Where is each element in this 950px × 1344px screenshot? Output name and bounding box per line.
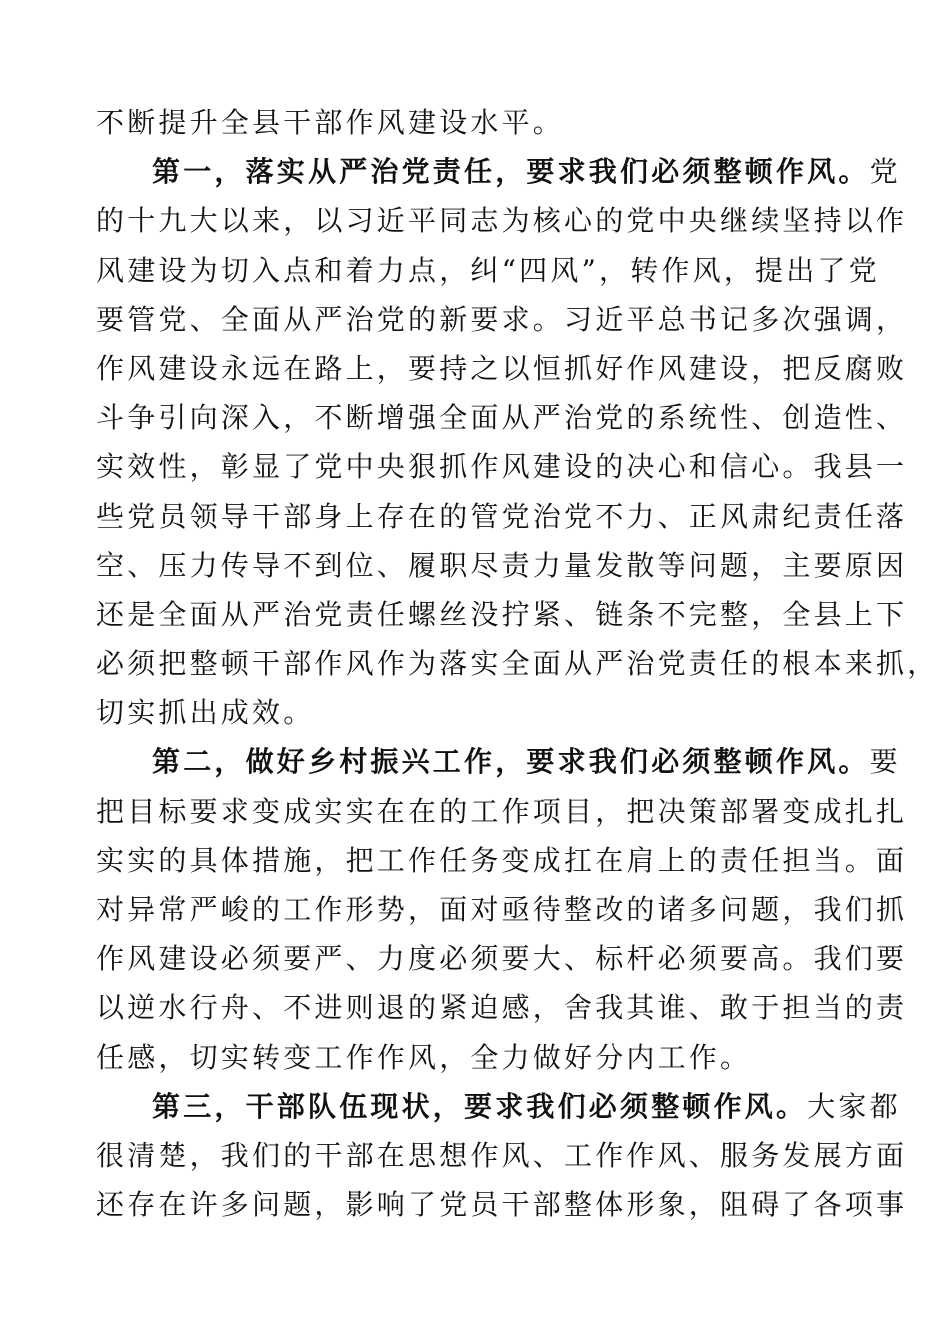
text-line (96, 787, 908, 836)
line-text: 大家都 (807, 1089, 901, 1123)
line-text: 很清楚，我们的干部在思想作风、工作作风、服务发展方面 (96, 1138, 908, 1172)
text-line (96, 836, 908, 885)
line-text: 还是全面从严治党责任螺丝没拧紧、链条不完整，全县上下 (96, 597, 908, 631)
line-text: 作风建设必须要严、力度必须要大、标杆必须要高。我们要 (96, 942, 908, 976)
text-line (96, 1082, 901, 1131)
text-line (96, 688, 856, 737)
line-text: 要管党、全面从严治党的新要求。习近平总书记多次强调， (96, 302, 908, 336)
line-text: 不断提升全县干部作风建设水平。 (96, 106, 565, 139)
line-text: 作风建设永远在路上，要持之以恒抓好作风建设，把反腐败 (96, 351, 908, 385)
line-text: 风建设为切入点和着力点，纠“四风”，转作风，提出了党 (96, 253, 880, 287)
text-line (96, 983, 908, 1032)
text-line (96, 737, 901, 786)
line-text: 必须把整顿干部作风作为落实全面从严治党责任的根本来抓， (96, 647, 939, 681)
text-line (96, 492, 908, 541)
line-text: 切实抓出成效。 (96, 696, 315, 730)
body-text (96, 98, 939, 1229)
line-text: 斗争引向深入，不断增强全面从严治党的系统性、创造性、 (96, 401, 908, 435)
section-heading: 第一，落实从严治党责任，要求我们必须整顿作风。 (152, 155, 870, 189)
text-line (96, 1131, 908, 1180)
text-line (96, 541, 908, 590)
text-line (96, 590, 908, 639)
text-line (96, 1180, 908, 1229)
line-text: 党 (869, 155, 901, 189)
line-text: 把目标要求变成实实在在的工作项目，把决策部署变成扎扎 (96, 794, 908, 828)
line-text: 实效性，彰显了党中央狠抓作风建设的决心和信心。我县一 (96, 450, 908, 484)
line-text: 任感，切实转变工作作风，全力做好分内工作。 (96, 1040, 752, 1074)
text-line (96, 885, 908, 934)
text-line (96, 344, 908, 393)
text-line (96, 147, 901, 196)
line-text: 还存在许多问题，影响了党员干部整体形象，阻碍了各项事 (96, 1188, 908, 1222)
line-text: 的十九大以来，以习近平同志为核心的党中央继续坚持以作 (96, 204, 908, 238)
text-line (96, 639, 939, 688)
section-heading: 第二，做好乡村振兴工作，要求我们必须整顿作风。 (152, 745, 870, 779)
line-text: 以逆水行舟、不进则退的紧迫感，舍我其谁、敢于担当的责 (96, 991, 908, 1025)
text-line (96, 196, 908, 245)
text-line (96, 934, 908, 983)
text-line (96, 246, 880, 295)
line-text: 要 (869, 745, 901, 779)
line-text: 对异常严峻的工作形势，面对亟待整改的诸多问题，我们抓 (96, 893, 908, 926)
text-line (96, 98, 856, 147)
text-line (96, 393, 908, 442)
section-heading: 第三，干部队伍现状，要求我们必须整顿作风。 (152, 1089, 808, 1123)
text-line (96, 442, 908, 491)
text-line (96, 1033, 856, 1082)
line-text: 实实的具体措施，把工作任务变成扛在肩上的责任担当。面 (96, 843, 908, 877)
line-text: 空、压力传导不到位、履职尽责力量发散等问题，主要原因 (96, 548, 908, 582)
line-text: 些党员领导干部身上存在的管党治党不力、正风肃纪责任落 (96, 499, 908, 533)
text-line (96, 295, 908, 344)
